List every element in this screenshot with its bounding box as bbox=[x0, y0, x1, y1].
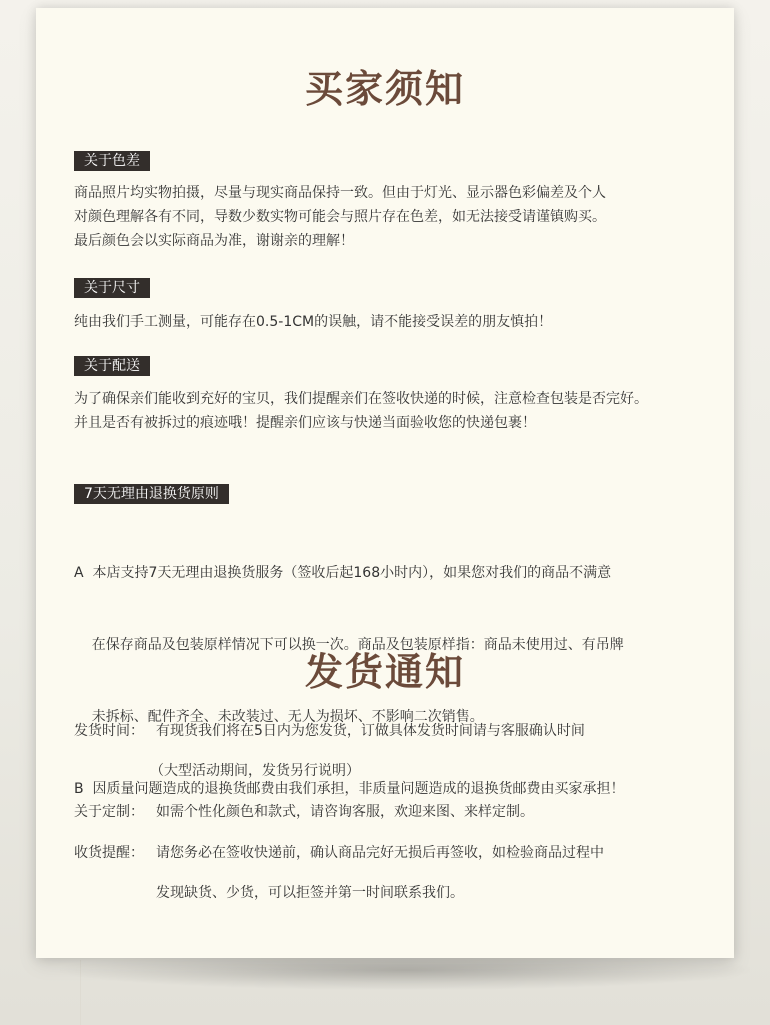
notice-title: 买家须知 bbox=[304, 67, 465, 111]
color-diff-line-2: 对颜色理解各有不同，导数少数实物可能会与照片存在色差，如无法接受请谨镇购买。 bbox=[74, 209, 606, 225]
shipping-time-label: 发货时间： bbox=[74, 723, 144, 739]
returns-line-1: A 本店支持7天无理由退换货服务（签收后起168小时内），如果您对我们的商品不满意 bbox=[74, 565, 612, 581]
delivery-text bbox=[74, 387, 648, 435]
delivery-line-1: 为了确保亲们能收到充好的宝贝，我们提醒亲们在签收快递的时候，注意检查包装是否完好。 bbox=[74, 391, 648, 407]
notice-content bbox=[36, 8, 734, 958]
delivery-tag: 关于配送 bbox=[74, 356, 150, 376]
returns-line-3: 未拆标、配件齐全、未改装过、无人为损坏、不影响二次销售。 bbox=[74, 709, 484, 725]
returns-line-2: 在保存商品及包装原样情况下可以换一次。商品及包装原样指：商品未使用过、有吊牌 bbox=[74, 637, 624, 653]
receive-label: 收货提醒： bbox=[74, 845, 144, 861]
shipping-title: 发货通知 bbox=[304, 650, 465, 694]
color-diff-line-1: 商品照片均实物拍摄，尽量与现实商品保持一致。但由于灯光、显示器色彩偏差及个人 bbox=[74, 185, 606, 201]
color-diff-tag: 关于色差 bbox=[74, 151, 150, 171]
color-diff-line-3: 最后颜色会以实际商品为准，谢谢亲的理解！ bbox=[74, 233, 354, 249]
custom-text: 如需个性化颜色和款式，请咨询客服，欢迎来图、来样定制。 bbox=[156, 804, 534, 820]
size-tag: 关于尺寸 bbox=[74, 278, 150, 298]
delivery-line-2: 并且是否有被拆过的痕迹哦！提醒亲们应该与快递当面验收您的快递包裹！ bbox=[74, 415, 536, 431]
returns-tag: 7天无理由退换货原则 bbox=[74, 484, 229, 504]
shipping-time-note: （大型活动期间，发货另行说明） bbox=[150, 763, 360, 779]
notice-paper bbox=[36, 8, 734, 958]
size-line-1: 纯由我们手工测量，可能存在0.5-1CM的误触，请不能接受误差的朋友慎拍！ bbox=[74, 314, 553, 330]
returns-line-4: B 因质量问题造成的退换货邮费由我们承担，非质量问题造成的退换货邮费由买家承担！ bbox=[74, 781, 625, 797]
size-text bbox=[74, 310, 552, 334]
custom-label: 关于定制： bbox=[74, 804, 144, 820]
shipping-time-text: 有现货我们将在5日内为您发货，订做具体发货时间请与客服确认时间 bbox=[156, 723, 585, 739]
color-diff-text bbox=[74, 181, 606, 253]
receive-text: 请您务必在签收快递前，确认商品完好无损后再签收，如检验商品过程中 bbox=[156, 845, 604, 861]
receive-text-2: 发现缺货、少货，可以拒签并第一时间联系我们。 bbox=[156, 885, 464, 901]
